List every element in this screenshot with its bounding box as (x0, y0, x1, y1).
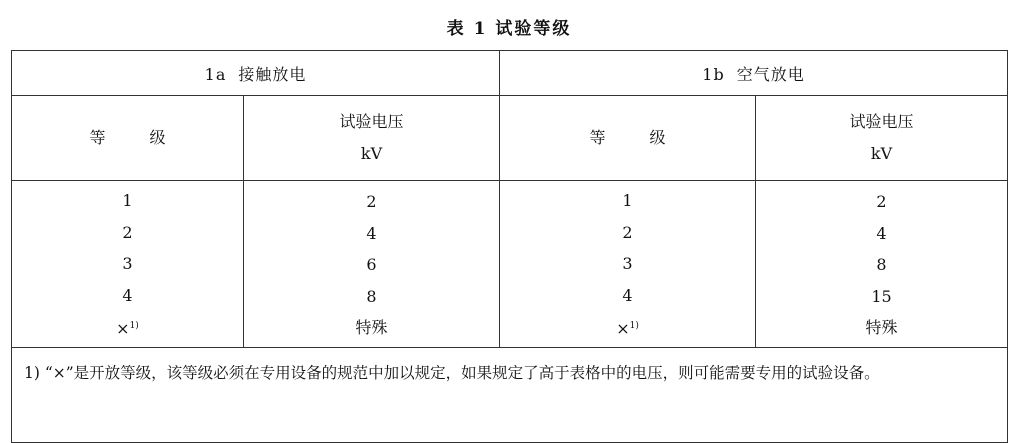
group-name: 空气放电 (736, 64, 805, 84)
footnote-text: 1) “×”是开放等级，该等级必须在专用设备的规范中加以规定，如果规定了高于表格中的电压，则可能需要专用的试验设备。 (12, 348, 1008, 443)
voltage-value: 15 (871, 286, 892, 306)
group-air-discharge (500, 51, 1008, 96)
footnote-mark: 1) (129, 321, 139, 332)
voltage-value: 4 (366, 223, 377, 243)
header-voltage-unit: kV (870, 144, 893, 163)
header-voltage (244, 96, 500, 181)
header-level (500, 96, 756, 181)
header-voltage-unit: kV (360, 144, 383, 163)
contact-levels-cell (12, 181, 244, 348)
voltage-value: 6 (366, 255, 377, 275)
level-value: 3 (122, 254, 133, 274)
column-header-row (12, 96, 1008, 181)
table-title: 表 1 试验等级 (446, 19, 572, 39)
voltage-value-special: 特殊 (355, 318, 388, 338)
contact-voltages-cell (244, 181, 500, 348)
level-value-open (12, 311, 243, 345)
open-level-symbol: × (616, 319, 630, 339)
open-level-symbol: × (116, 319, 130, 339)
header-voltage-label: 试验电压 (339, 112, 404, 131)
footnote-mark: 1) (629, 321, 639, 332)
voltage-value: 8 (366, 286, 377, 306)
level-value: 1 (122, 191, 133, 211)
level-value: 2 (122, 222, 133, 242)
header-voltage-label: 试验电压 (849, 112, 914, 131)
level-value: 2 (622, 222, 633, 242)
voltage-value: 2 (366, 192, 377, 212)
test-level-table (11, 50, 1008, 443)
air-voltages-cell (756, 181, 1008, 348)
header-voltage (756, 96, 1008, 181)
footnote-row (12, 348, 1008, 443)
header-level (12, 96, 244, 181)
group-code: 1b (702, 64, 725, 84)
group-header-row (12, 51, 1008, 96)
voltage-value-special: 特殊 (865, 318, 898, 338)
level-value: 4 (122, 285, 133, 305)
level-value: 1 (622, 191, 633, 211)
group-contact-discharge (12, 51, 500, 96)
level-value: 3 (622, 254, 633, 274)
header-level-label: 等级 (589, 128, 710, 147)
level-value-open (500, 311, 755, 345)
group-name: 接触放电 (238, 64, 307, 84)
voltage-value: 4 (876, 223, 887, 243)
voltage-value: 8 (876, 255, 887, 275)
air-levels-cell (500, 181, 756, 348)
voltage-value: 2 (876, 192, 887, 212)
group-code: 1a (204, 64, 227, 84)
level-value: 4 (622, 285, 633, 305)
header-level-label: 等级 (89, 128, 210, 147)
data-row (12, 181, 1008, 348)
